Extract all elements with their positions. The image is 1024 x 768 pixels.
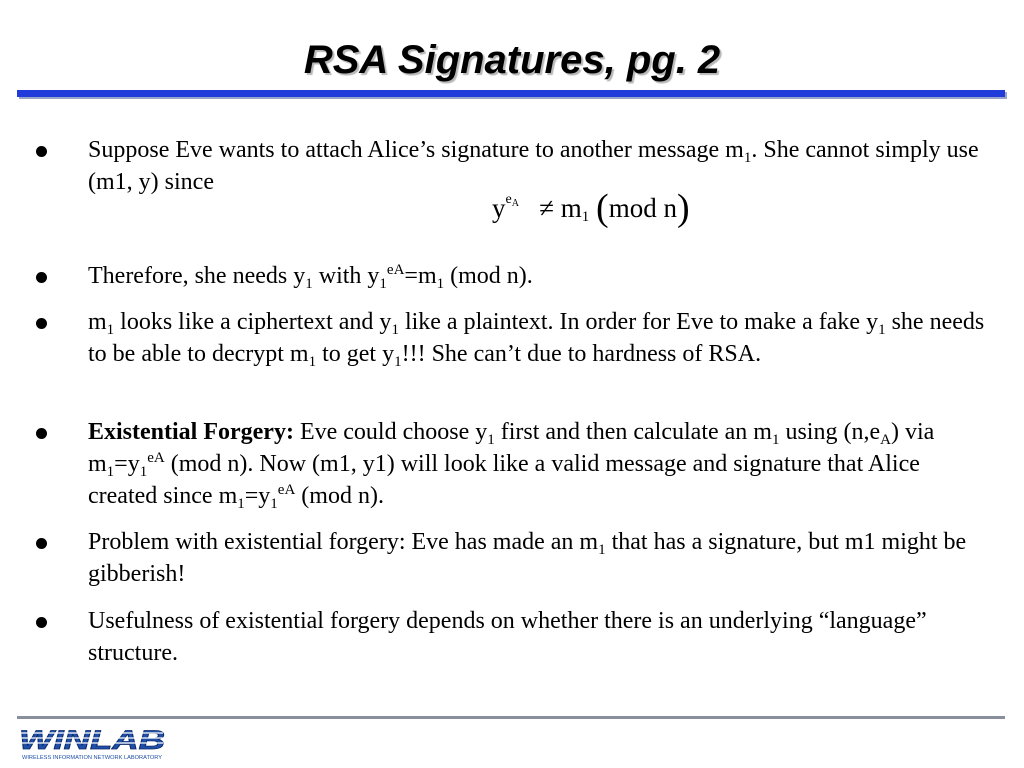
inequality-formula: $y^{e_A}$ ≠ m1 (mod n) bbox=[492, 187, 690, 229]
winlab-logo-wordmark: WINLAB bbox=[19, 725, 165, 755]
bullet-icon bbox=[36, 428, 47, 439]
slide-title: RSA Signatures, pg. 2 bbox=[303, 38, 721, 82]
bullet-text: Usefulness of existential forgery depends on whether there is an underlying “language” structure. bbox=[88, 608, 927, 666]
bullet-text: Problem with existential forgery: Eve has made an $m_1$ that has a signature, but m1 might be gibberish! bbox=[88, 529, 967, 587]
footer-divider bbox=[17, 716, 1005, 719]
bullet-icon bbox=[36, 146, 47, 157]
winlab-logo bbox=[17, 724, 167, 762]
bold-term: Existential Forgery: bbox=[88, 419, 294, 445]
bullet-text: Suppose Eve wants to attach Alice’s signature to another message $m_1$. She cannot simply use (m1, y) since bbox=[88, 137, 979, 195]
bullet-text: $m_1$ looks like a ciphertext and $y_1$ like a plaintext. In order for Eve to make a fake $y_1$ she needs to be able to decrypt $m_1$ to get $y_1$!!! She can’t due to hardness of RSA. bbox=[88, 309, 985, 370]
bullet-icon bbox=[36, 538, 47, 549]
bullet-icon bbox=[36, 318, 47, 329]
bullet-icon bbox=[36, 617, 47, 628]
bullet-text: Therefore, she needs $y_1$ with $y_1^{eA}=m_1$ (mod n). bbox=[88, 262, 533, 292]
bullet-text: Existential Forgery: Eve could choose $y_1$ first and then calculate an $m_1$ using $(n,e_A)$ via $m_1=y_1^{eA}$ (mod n). Now (m1, y1) will look like a valid message and signature that Alice created since $m_1=y_1^{eA}$ (mod n). bbox=[88, 419, 935, 512]
winlab-logo-subtext: WIRELESS INFORMATION NETWORK LABORATORY bbox=[22, 755, 163, 761]
bullet-icon bbox=[36, 272, 47, 283]
